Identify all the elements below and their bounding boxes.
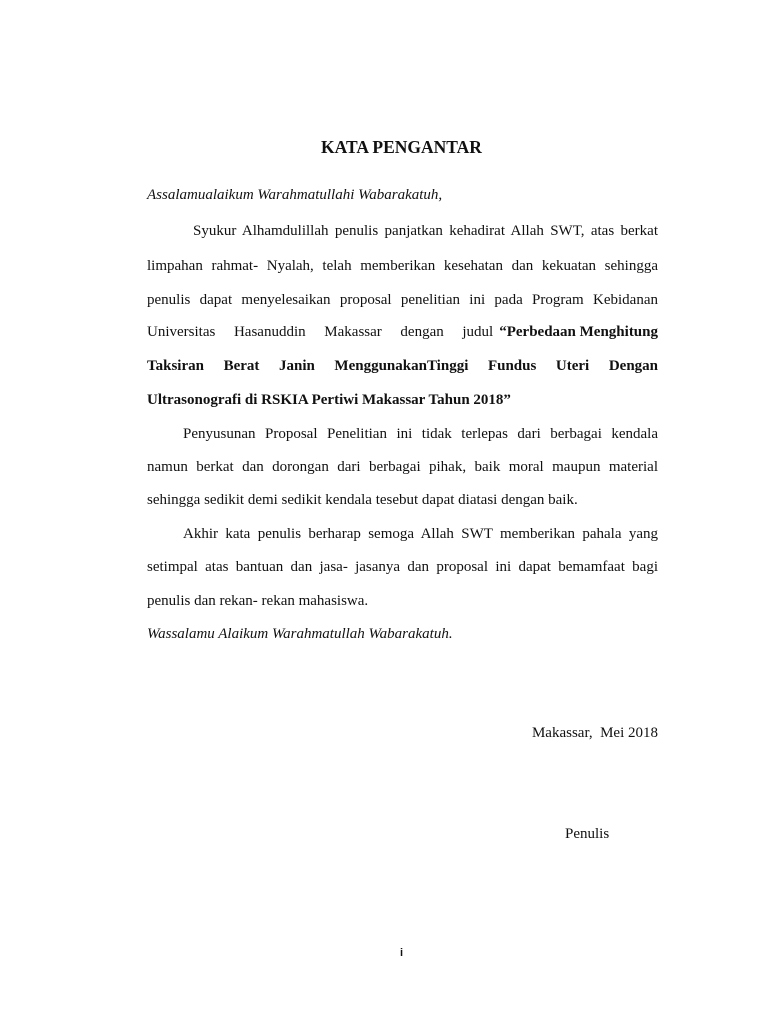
page-title: KATA PENGANTAR — [321, 137, 482, 157]
paragraph-2-line-1: Penyusunan Proposal Penelitian ini tidak terlepas dari berbagai kendala — [183, 426, 658, 442]
paragraph-3-line-3: penulis dan rekan- rekan mahasiswa. — [147, 593, 369, 609]
paragraph-1-line-2: limpahan rahmat- Nyalah, telah memberikan kesehatan dan kekuatan sehingga — [147, 258, 658, 274]
paragraph-1-line-4-title-start: “Perbedaan Menghitung — [499, 324, 658, 340]
closing-salutation: Wassalamu Alaikum Warahmatullah Wabarakatuh. — [147, 626, 453, 642]
page-number: i — [399, 947, 404, 959]
greeting: Assalamualaikum Warahmatullahi Wabarakatuh, — [147, 187, 443, 203]
paragraph-1-line-1: Syukur Alhamdulillah penulis panjatkan kehadirat Allah SWT, atas berkat — [193, 223, 658, 239]
place-date: Makassar, Mei 2018 — [531, 725, 658, 741]
paragraph-1-line-3: penulis dapat menyelesaikan proposal penelitian ini pada Program Kebidanan — [147, 292, 658, 308]
paragraph-2-line-3: sehingga sedikit demi sedikit kendala tesebut dapat diatasi dengan baik. — [147, 492, 578, 508]
paragraph-1-line-6: Ultrasonografi di RSKIA Pertiwi Makassar Tahun 2018” — [147, 392, 511, 408]
paragraph-1-line-5: Taksiran Berat Janin MenggunakanTinggi Fundus Uteri Dengan — [147, 358, 658, 374]
paragraph-3-line-2: setimpal atas bantuan dan jasa- jasanya dan proposal ini dapat bemamfaat bagi — [147, 559, 658, 575]
paragraph-3-line-1: Akhir kata penulis berharap semoga Allah SWT memberikan pahala yang — [183, 526, 658, 542]
paragraph-2-line-2: namun berkat dan dorongan dari berbagai pihak, baik moral maupun material — [147, 459, 658, 475]
paragraph-1-line-4-text: Universitas Hasanuddin Makassar dengan judul — [147, 324, 494, 340]
signature-label: Penulis — [565, 826, 610, 842]
paragraph-1-line-4 — [147, 322, 658, 342]
